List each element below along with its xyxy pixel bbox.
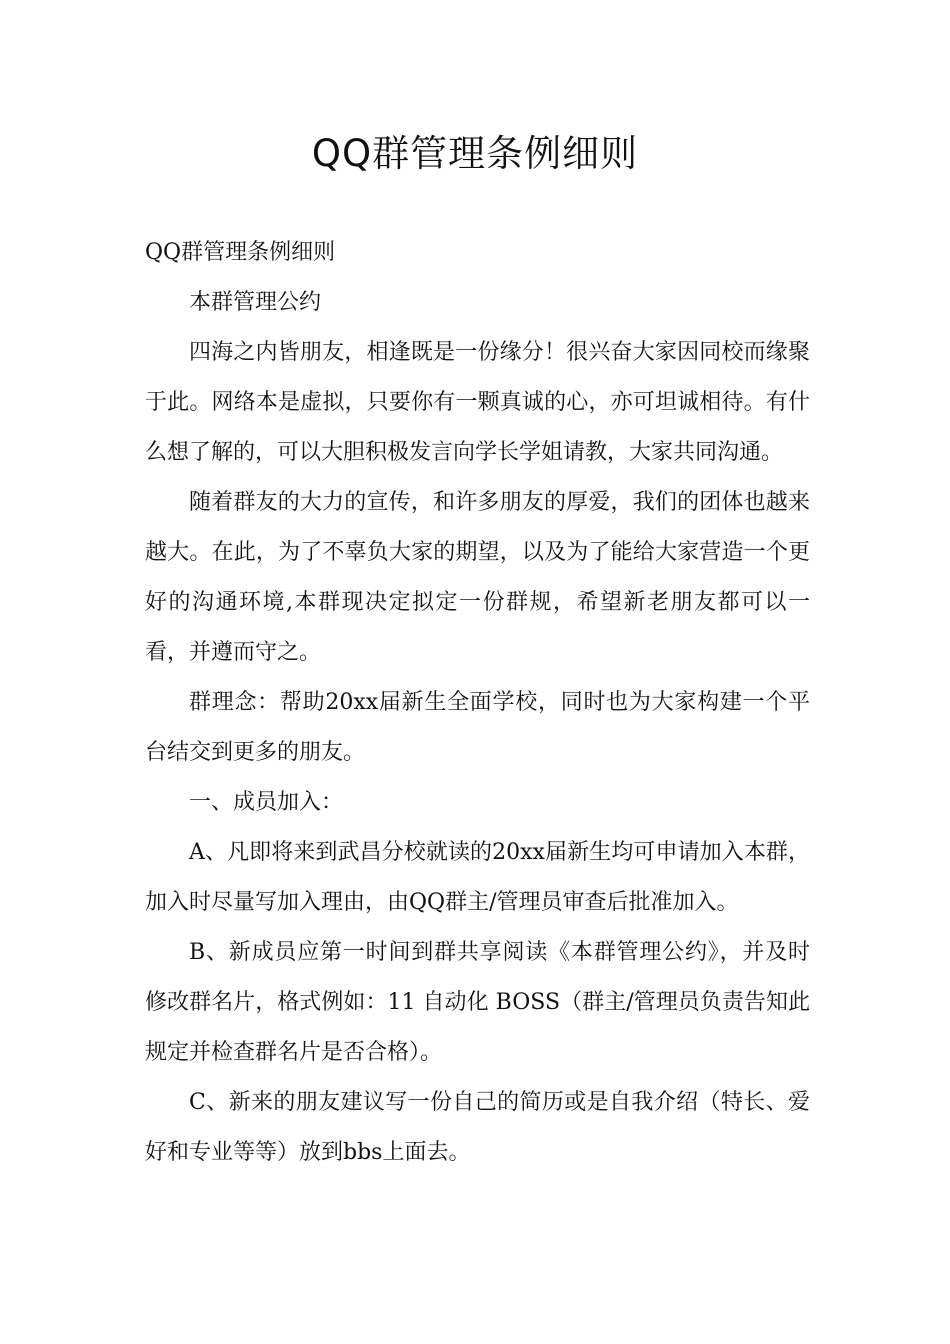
rule-c: C、新来的朋友建议写一份自己的简历或是自我介绍（特长、爱好和专业等等）放到bbs上面去。 [145,1090,810,1165]
paragraph-background: 随着群友的大力的宣传，和许多朋友的厚爱，我们的团体也越来越大。在此，为了不辜负大家的期望，以及为了能给大家营造一个更好的沟通环境,本群现决定拟定一份群规，希望新老朋友都可以一看，并遵而守之。 [145,490,810,665]
body-heading: QQ群管理条例细则 [145,240,336,265]
paragraph-welcome: 四海之内皆朋友，相逢既是一份缘分！很兴奋大家因同校而缘聚于此。网络本是虚拟，只要你有一颗真诚的心，亦可坦诚相待。有什么想了解的，可以大胆积极发言向学长学姐请教，大家共同沟通。 [145,340,810,465]
paragraph-group-philosophy: 群理念：帮助20xx届新生全面学校，同时也为大家构建一个平台结交到更多的朋友。 [145,690,810,765]
document-title: QQ群管理条例细则 [311,132,639,175]
paragraph-convention-title: 本群管理公约 [189,290,322,315]
rule-a: A、凡即将来到武昌分校就读的20xx届新生均可申请加入本群，加入时尽量写加入理由，由QQ群主/管理员审查后批准加入。 [145,840,810,915]
section-heading-member-joining: 一、成员加入： [189,790,344,815]
rule-b: B、新成员应第一时间到群共享阅读《本群管理公约》，并及时修改群名片，格式例如：11 自动化 BOSS（群主/管理员负责告知此规定并检查群名片是否合格）。 [145,940,810,1065]
document-body [145,228,810,1178]
